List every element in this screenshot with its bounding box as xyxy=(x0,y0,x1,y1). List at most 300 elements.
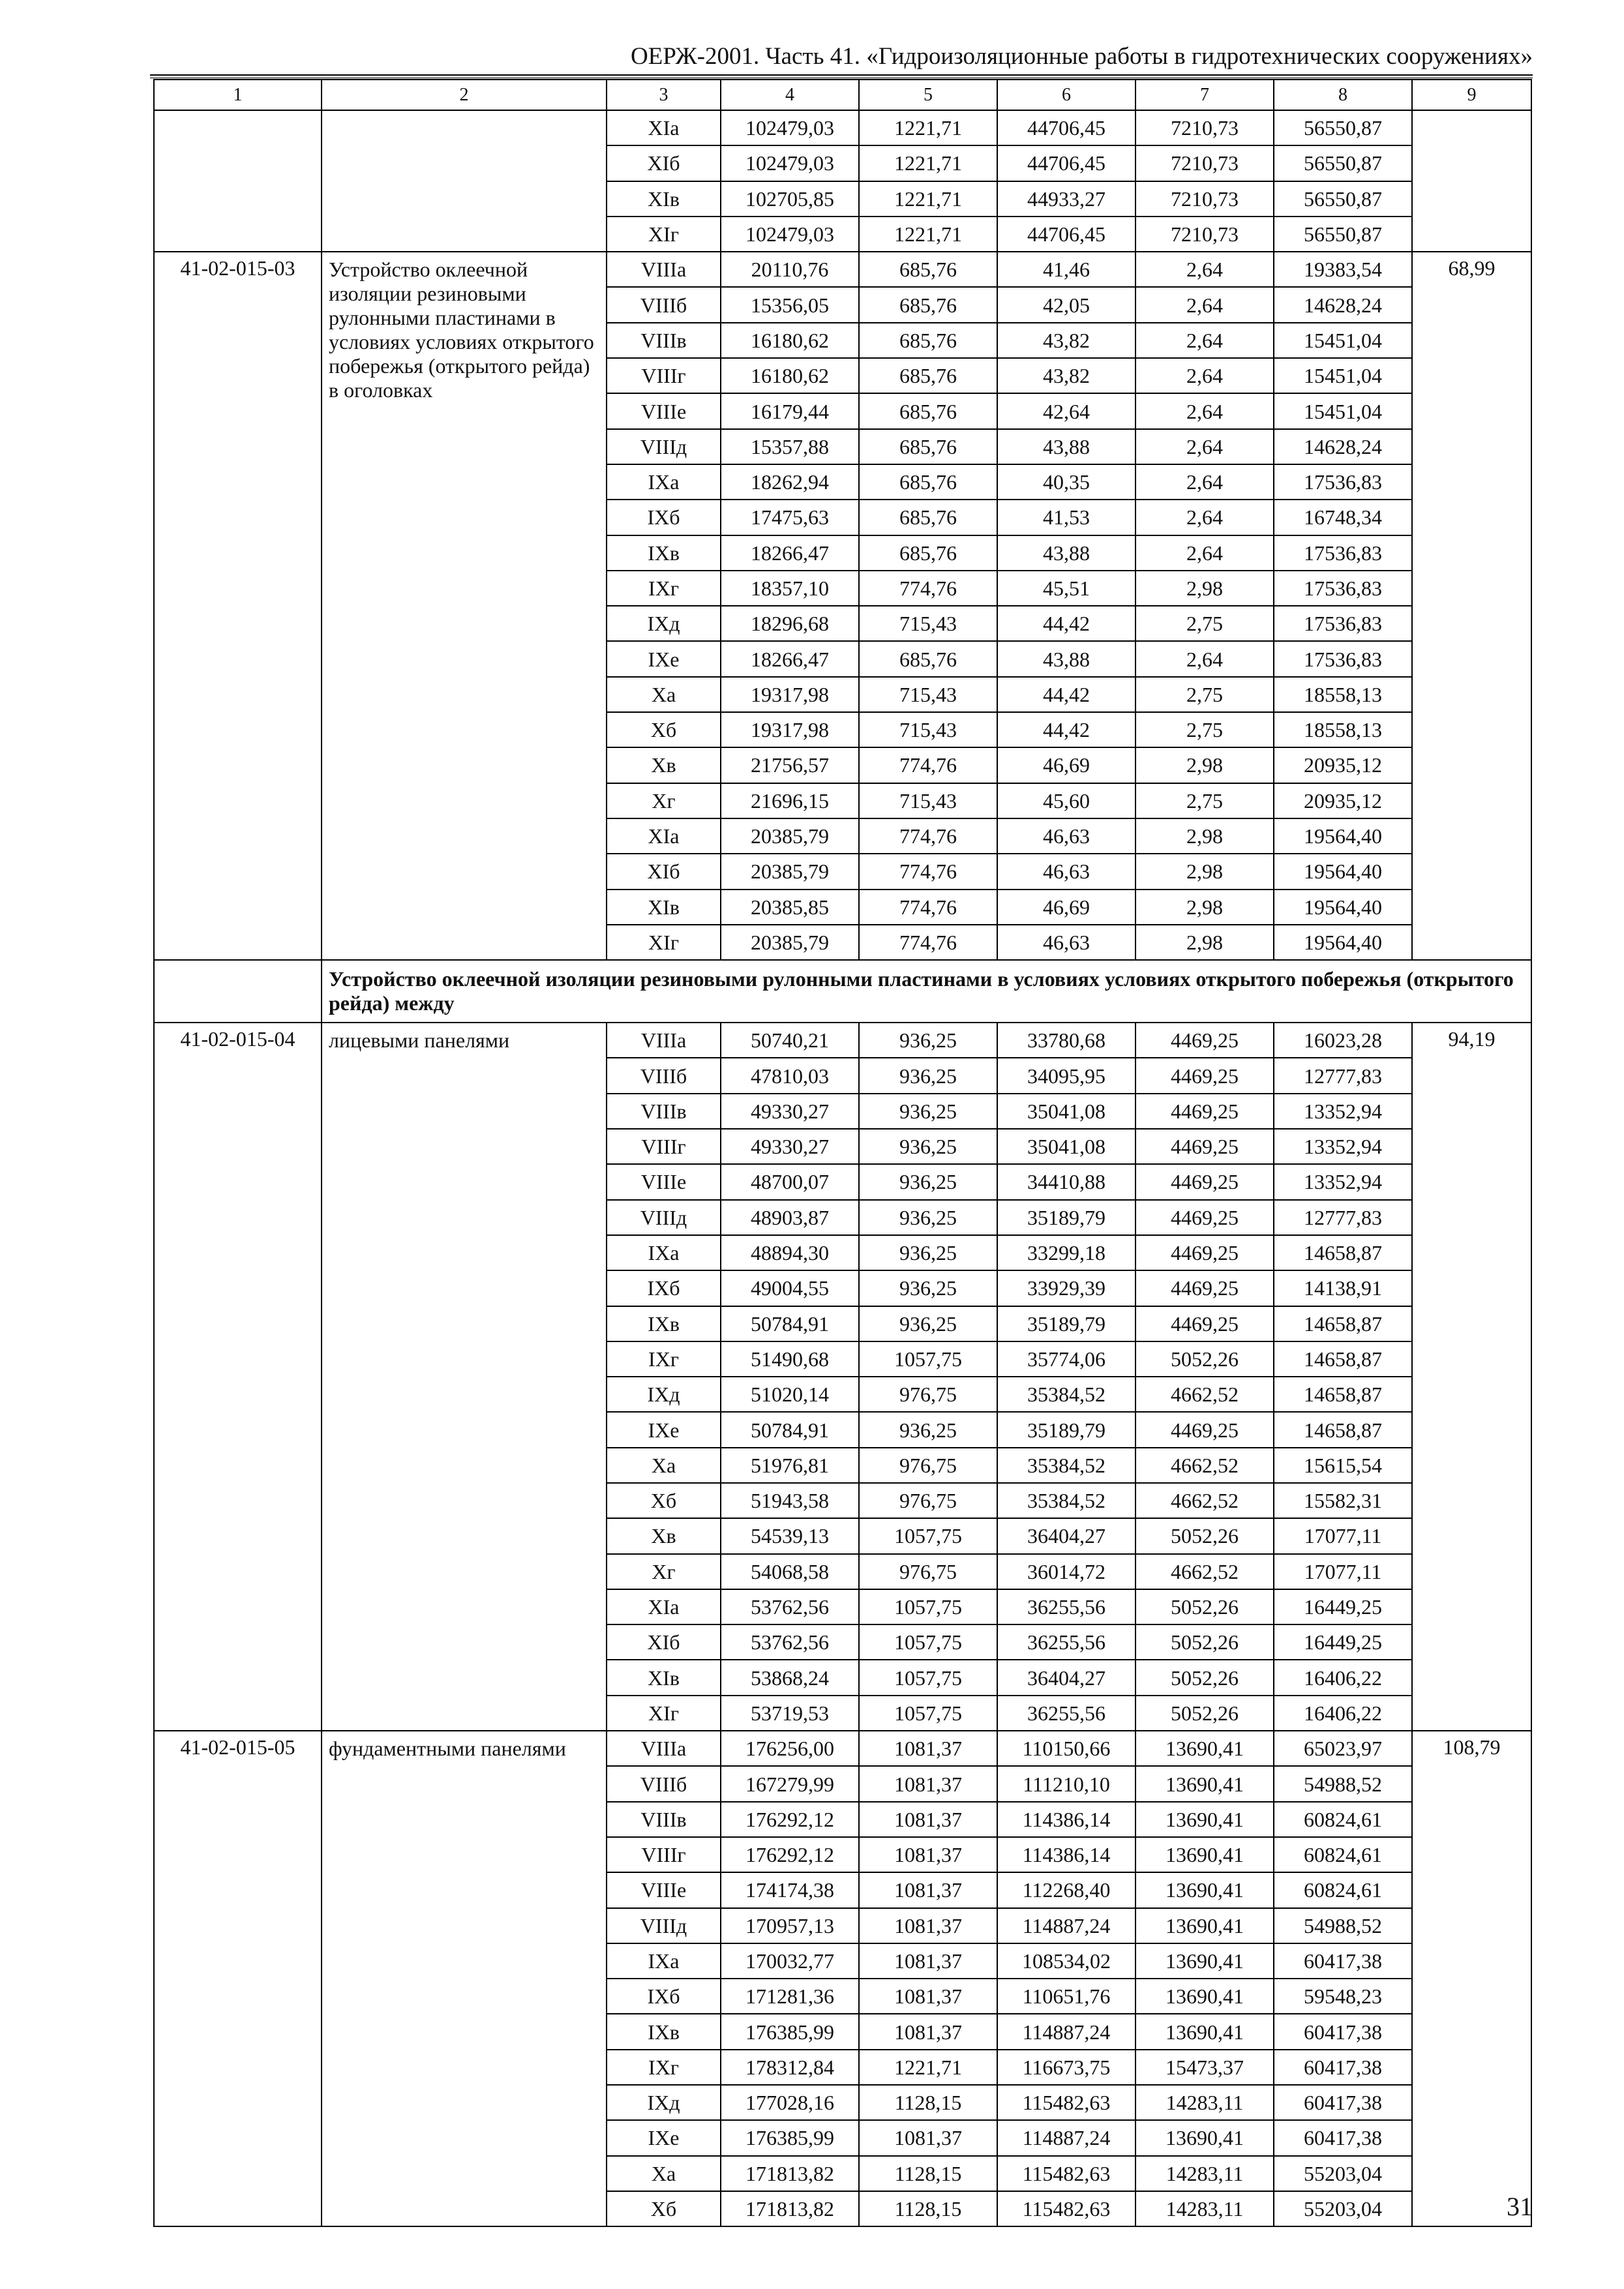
zone: Xа xyxy=(607,1448,721,1483)
machine-cost: 36014,72 xyxy=(997,1554,1135,1589)
materials-cost: 56550,87 xyxy=(1274,181,1412,217)
direct-cost: 18296,68 xyxy=(721,606,859,641)
zone: XIб xyxy=(607,145,721,181)
direct-cost: 102479,03 xyxy=(721,110,859,145)
labor-hours xyxy=(1412,110,1531,252)
zone: IXг xyxy=(607,571,721,606)
zone: IXб xyxy=(607,500,721,535)
labor-wages: 1128,15 xyxy=(859,2085,997,2120)
materials-cost: 14628,24 xyxy=(1274,429,1412,464)
machine-cost: 35041,08 xyxy=(997,1129,1135,1164)
machinist-wages: 4662,52 xyxy=(1135,1554,1274,1589)
machinist-wages: 4662,52 xyxy=(1135,1448,1274,1483)
column-number: 1 xyxy=(154,80,322,110)
machine-cost: 33780,68 xyxy=(997,1023,1135,1058)
labor-wages: 976,75 xyxy=(859,1554,997,1589)
machinist-wages: 4469,25 xyxy=(1135,1200,1274,1235)
machinist-wages: 7210,73 xyxy=(1135,110,1274,145)
machinist-wages: 14283,11 xyxy=(1135,2156,1274,2191)
zone: Xв xyxy=(607,1518,721,1553)
section-title-spacer xyxy=(154,960,322,1023)
materials-cost: 14658,87 xyxy=(1274,1341,1412,1377)
machine-cost: 114887,24 xyxy=(997,2014,1135,2049)
labor-wages: 1221,71 xyxy=(859,2050,997,2085)
zone: XIг xyxy=(607,1696,721,1731)
machine-cost: 46,63 xyxy=(997,818,1135,854)
direct-cost: 178312,84 xyxy=(721,2050,859,2085)
zone: Xв xyxy=(607,747,721,783)
labor-wages: 1128,15 xyxy=(859,2191,997,2226)
labor-wages: 774,76 xyxy=(859,890,997,925)
labor-wages: 936,25 xyxy=(859,1235,997,1270)
machine-cost: 110150,66 xyxy=(997,1731,1135,1766)
labor-wages: 1081,37 xyxy=(859,1908,997,1943)
machine-cost: 36255,56 xyxy=(997,1589,1135,1624)
work-description: фундаментными панелями xyxy=(322,1731,607,2226)
machinist-wages: 2,64 xyxy=(1135,393,1274,428)
machine-cost: 46,63 xyxy=(997,854,1135,889)
machinist-wages: 5052,26 xyxy=(1135,1589,1274,1624)
zone: IXд xyxy=(607,2085,721,2120)
labor-wages: 1057,75 xyxy=(859,1696,997,1731)
machine-cost: 35189,79 xyxy=(997,1200,1135,1235)
machinist-wages: 2,75 xyxy=(1135,712,1274,747)
machine-cost: 36404,27 xyxy=(997,1660,1135,1695)
materials-cost: 16449,25 xyxy=(1274,1624,1412,1660)
direct-cost: 19317,98 xyxy=(721,712,859,747)
machine-cost: 41,46 xyxy=(997,252,1135,287)
labor-wages: 936,25 xyxy=(859,1412,997,1447)
machinist-wages: 2,98 xyxy=(1135,854,1274,889)
direct-cost: 20385,79 xyxy=(721,854,859,889)
machinist-wages: 2,75 xyxy=(1135,606,1274,641)
machinist-wages: 13690,41 xyxy=(1135,2014,1274,2049)
materials-cost: 19564,40 xyxy=(1274,818,1412,854)
labor-wages: 715,43 xyxy=(859,677,997,712)
direct-cost: 102479,03 xyxy=(721,145,859,181)
machinist-wages: 7210,73 xyxy=(1135,217,1274,252)
materials-cost: 54988,52 xyxy=(1274,1908,1412,1943)
zone: VIIIв xyxy=(607,323,721,358)
machine-cost: 33299,18 xyxy=(997,1235,1135,1270)
materials-cost: 17536,83 xyxy=(1274,464,1412,500)
machinist-wages: 2,64 xyxy=(1135,287,1274,322)
machinist-wages: 2,98 xyxy=(1135,925,1274,960)
direct-cost: 50784,91 xyxy=(721,1306,859,1341)
zone: Xа xyxy=(607,677,721,712)
direct-cost: 48903,87 xyxy=(721,1200,859,1235)
materials-cost: 17536,83 xyxy=(1274,641,1412,676)
zone: IXе xyxy=(607,2120,721,2155)
labor-wages: 1081,37 xyxy=(859,2014,997,2049)
machinist-wages: 2,64 xyxy=(1135,429,1274,464)
materials-cost: 14658,87 xyxy=(1274,1412,1412,1447)
machine-cost: 34095,95 xyxy=(997,1058,1135,1093)
direct-cost: 176292,12 xyxy=(721,1802,859,1837)
labor-wages: 1081,37 xyxy=(859,1837,997,1872)
direct-cost: 16180,62 xyxy=(721,323,859,358)
machinist-wages: 13690,41 xyxy=(1135,1872,1274,1908)
direct-cost: 170032,77 xyxy=(721,1943,859,1979)
machine-cost: 35384,52 xyxy=(997,1483,1135,1518)
zone: Xб xyxy=(607,2191,721,2226)
direct-cost: 17475,63 xyxy=(721,500,859,535)
direct-cost: 53762,56 xyxy=(721,1624,859,1660)
labor-hours: 94,19 xyxy=(1412,1023,1531,1731)
machinist-wages: 13690,41 xyxy=(1135,1979,1274,2014)
machinist-wages: 7210,73 xyxy=(1135,145,1274,181)
machine-cost: 43,82 xyxy=(997,323,1135,358)
materials-cost: 13352,94 xyxy=(1274,1094,1412,1129)
direct-cost: 51943,58 xyxy=(721,1483,859,1518)
direct-cost: 20385,79 xyxy=(721,925,859,960)
direct-cost: 174174,38 xyxy=(721,1872,859,1908)
machinist-wages: 5052,26 xyxy=(1135,1660,1274,1695)
labor-wages: 774,76 xyxy=(859,571,997,606)
labor-wages: 685,76 xyxy=(859,393,997,428)
machine-cost: 44,42 xyxy=(997,606,1135,641)
materials-cost: 18558,13 xyxy=(1274,677,1412,712)
machinist-wages: 5052,26 xyxy=(1135,1696,1274,1731)
zone: VIIIб xyxy=(607,1766,721,1801)
materials-cost: 17077,11 xyxy=(1274,1518,1412,1553)
zone: IXб xyxy=(607,1979,721,2014)
rate-code: 41-02-015-04 xyxy=(154,1023,322,1731)
labor-wages: 976,75 xyxy=(859,1483,997,1518)
machine-cost: 45,60 xyxy=(997,783,1135,818)
zone: VIIIа xyxy=(607,1023,721,1058)
zone: Xг xyxy=(607,1554,721,1589)
machine-cost: 46,69 xyxy=(997,747,1135,783)
machine-cost: 114386,14 xyxy=(997,1802,1135,1837)
zone: IXд xyxy=(607,606,721,641)
materials-cost: 14658,87 xyxy=(1274,1235,1412,1270)
machine-cost: 33929,39 xyxy=(997,1270,1135,1306)
materials-cost: 16406,22 xyxy=(1274,1696,1412,1731)
materials-cost: 15582,31 xyxy=(1274,1483,1412,1518)
materials-cost: 56550,87 xyxy=(1274,217,1412,252)
direct-cost: 48894,30 xyxy=(721,1235,859,1270)
machinist-wages: 2,64 xyxy=(1135,464,1274,500)
machinist-wages: 14283,11 xyxy=(1135,2191,1274,2226)
zone: XIг xyxy=(607,925,721,960)
machine-cost: 115482,63 xyxy=(997,2085,1135,2120)
materials-cost: 60417,38 xyxy=(1274,2050,1412,2085)
labor-wages: 685,76 xyxy=(859,500,997,535)
zone: Xб xyxy=(607,712,721,747)
labor-wages: 685,76 xyxy=(859,641,997,676)
labor-wages: 774,76 xyxy=(859,925,997,960)
labor-wages: 1221,71 xyxy=(859,217,997,252)
materials-cost: 59548,23 xyxy=(1274,1979,1412,2014)
materials-cost: 60417,38 xyxy=(1274,1943,1412,1979)
machine-cost: 35384,52 xyxy=(997,1377,1135,1412)
materials-cost: 16406,22 xyxy=(1274,1660,1412,1695)
labor-wages: 936,25 xyxy=(859,1306,997,1341)
materials-cost: 15451,04 xyxy=(1274,393,1412,428)
table-row xyxy=(154,1731,1531,1766)
column-number-row xyxy=(154,80,1531,110)
materials-cost: 15615,54 xyxy=(1274,1448,1412,1483)
zone: IXг xyxy=(607,1341,721,1377)
zone: VIIIг xyxy=(607,1837,721,1872)
materials-cost: 16449,25 xyxy=(1274,1589,1412,1624)
materials-cost: 17536,83 xyxy=(1274,571,1412,606)
machinist-wages: 13690,41 xyxy=(1135,1766,1274,1801)
page-number: 31 xyxy=(1507,2192,1533,2221)
machinist-wages: 2,64 xyxy=(1135,358,1274,393)
labor-wages: 936,25 xyxy=(859,1023,997,1058)
zone: VIIIа xyxy=(607,1731,721,1766)
page-header: ОЕРЖ-2001. Часть 41. «Гидроизоляционные работы в гидротехнических сооружениях» xyxy=(630,43,1533,70)
materials-cost: 60824,61 xyxy=(1274,1837,1412,1872)
materials-cost: 16023,28 xyxy=(1274,1023,1412,1058)
materials-cost: 15451,04 xyxy=(1274,323,1412,358)
direct-cost: 49330,27 xyxy=(721,1129,859,1164)
zone: XIв xyxy=(607,890,721,925)
labor-wages: 685,76 xyxy=(859,429,997,464)
zone: VIIIе xyxy=(607,1872,721,1908)
labor-wages: 1057,75 xyxy=(859,1660,997,1695)
zone: VIIIе xyxy=(607,1164,721,1199)
labor-wages: 715,43 xyxy=(859,783,997,818)
zone: VIIIе xyxy=(607,393,721,428)
table-row xyxy=(154,1023,1531,1058)
zone: XIб xyxy=(607,854,721,889)
machine-cost: 44706,45 xyxy=(997,145,1135,181)
labor-wages: 1057,75 xyxy=(859,1589,997,1624)
zone: VIIIб xyxy=(607,287,721,322)
materials-cost: 19383,54 xyxy=(1274,252,1412,287)
machine-cost: 36255,56 xyxy=(997,1696,1135,1731)
machine-cost: 35189,79 xyxy=(997,1412,1135,1447)
machine-cost: 43,88 xyxy=(997,429,1135,464)
zone: VIIIб xyxy=(607,1058,721,1093)
direct-cost: 171813,82 xyxy=(721,2191,859,2226)
direct-cost: 176256,00 xyxy=(721,1731,859,1766)
direct-cost: 176385,99 xyxy=(721,2120,859,2155)
machine-cost: 35774,06 xyxy=(997,1341,1135,1377)
materials-cost: 56550,87 xyxy=(1274,110,1412,145)
table-row xyxy=(154,110,1531,145)
machinist-wages: 4469,25 xyxy=(1135,1094,1274,1129)
direct-cost: 16179,44 xyxy=(721,393,859,428)
materials-cost: 15451,04 xyxy=(1274,358,1412,393)
machine-cost: 44,42 xyxy=(997,712,1135,747)
labor-wages: 685,76 xyxy=(859,358,997,393)
labor-wages: 774,76 xyxy=(859,854,997,889)
zone: IXа xyxy=(607,1235,721,1270)
direct-cost: 53719,53 xyxy=(721,1696,859,1731)
labor-wages: 1081,37 xyxy=(859,1943,997,1979)
zone: IXе xyxy=(607,1412,721,1447)
labor-wages: 936,25 xyxy=(859,1129,997,1164)
labor-hours: 68,99 xyxy=(1412,252,1531,960)
header-rule xyxy=(150,74,1533,76)
direct-cost: 49330,27 xyxy=(721,1094,859,1129)
machinist-wages: 4469,25 xyxy=(1135,1058,1274,1093)
direct-cost: 53868,24 xyxy=(721,1660,859,1695)
labor-wages: 774,76 xyxy=(859,747,997,783)
labor-wages: 1081,37 xyxy=(859,1802,997,1837)
zone: VIIIв xyxy=(607,1094,721,1129)
labor-wages: 976,75 xyxy=(859,1377,997,1412)
materials-cost: 55203,04 xyxy=(1274,2156,1412,2191)
labor-wages: 1128,15 xyxy=(859,2156,997,2191)
machinist-wages: 13690,41 xyxy=(1135,1908,1274,1943)
materials-cost: 60417,38 xyxy=(1274,2120,1412,2155)
machinist-wages: 2,98 xyxy=(1135,818,1274,854)
table-body xyxy=(154,80,1531,2226)
direct-cost: 50740,21 xyxy=(721,1023,859,1058)
materials-cost: 55203,04 xyxy=(1274,2191,1412,2226)
column-number: 4 xyxy=(721,80,859,110)
direct-cost: 20385,79 xyxy=(721,818,859,854)
direct-cost: 51976,81 xyxy=(721,1448,859,1483)
machine-cost: 44706,45 xyxy=(997,110,1135,145)
zone: XIб xyxy=(607,1624,721,1660)
direct-cost: 51020,14 xyxy=(721,1377,859,1412)
column-number: 3 xyxy=(607,80,721,110)
machine-cost: 36255,56 xyxy=(997,1624,1135,1660)
machinist-wages: 2,64 xyxy=(1135,323,1274,358)
direct-cost: 21756,57 xyxy=(721,747,859,783)
zone: XIа xyxy=(607,110,721,145)
work-description: Устройство оклеечной изоляции резиновыми рулонными пластинами в условиях условиях открытого побережья (открытого рейда) в оголовках xyxy=(322,252,607,960)
labor-wages: 1221,71 xyxy=(859,181,997,217)
machinist-wages: 2,98 xyxy=(1135,571,1274,606)
machine-cost: 42,64 xyxy=(997,393,1135,428)
direct-cost: 19317,98 xyxy=(721,677,859,712)
direct-cost: 53762,56 xyxy=(721,1589,859,1624)
zone: Xб xyxy=(607,1483,721,1518)
labor-wages: 936,25 xyxy=(859,1164,997,1199)
direct-cost: 16180,62 xyxy=(721,358,859,393)
labor-wages: 1057,75 xyxy=(859,1518,997,1553)
machine-cost: 41,53 xyxy=(997,500,1135,535)
rate-code xyxy=(154,110,322,252)
zone: XIв xyxy=(607,181,721,217)
materials-cost: 13352,94 xyxy=(1274,1164,1412,1199)
materials-cost: 16748,34 xyxy=(1274,500,1412,535)
direct-cost: 18357,10 xyxy=(721,571,859,606)
direct-cost: 176292,12 xyxy=(721,1837,859,1872)
materials-cost: 17077,11 xyxy=(1274,1554,1412,1589)
labor-wages: 1081,37 xyxy=(859,1979,997,2014)
direct-cost: 48700,07 xyxy=(721,1164,859,1199)
labor-wages: 685,76 xyxy=(859,252,997,287)
materials-cost: 65023,97 xyxy=(1274,1731,1412,1766)
machinist-wages: 13690,41 xyxy=(1135,1802,1274,1837)
machine-cost: 42,05 xyxy=(997,287,1135,322)
materials-cost: 14138,91 xyxy=(1274,1270,1412,1306)
materials-cost: 60417,38 xyxy=(1274,2014,1412,2049)
zone: VIIIд xyxy=(607,1200,721,1235)
zone: IXг xyxy=(607,2050,721,2085)
zone: VIIIд xyxy=(607,429,721,464)
work-description xyxy=(322,110,607,252)
machinist-wages: 4469,25 xyxy=(1135,1306,1274,1341)
machine-cost: 116673,75 xyxy=(997,2050,1135,2085)
machine-cost: 115482,63 xyxy=(997,2191,1135,2226)
direct-cost: 18266,47 xyxy=(721,641,859,676)
machinist-wages: 5052,26 xyxy=(1135,1518,1274,1553)
machinist-wages: 2,64 xyxy=(1135,500,1274,535)
labor-hours: 108,79 xyxy=(1412,1731,1531,2226)
materials-cost: 17536,83 xyxy=(1274,606,1412,641)
zone: IXб xyxy=(607,1270,721,1306)
machine-cost: 35384,52 xyxy=(997,1448,1135,1483)
labor-wages: 715,43 xyxy=(859,606,997,641)
direct-cost: 54539,13 xyxy=(721,1518,859,1553)
column-number: 8 xyxy=(1274,80,1412,110)
zone: IXв xyxy=(607,1306,721,1341)
direct-cost: 47810,03 xyxy=(721,1058,859,1093)
labor-wages: 685,76 xyxy=(859,323,997,358)
labor-wages: 685,76 xyxy=(859,287,997,322)
machine-cost: 34410,88 xyxy=(997,1164,1135,1199)
materials-cost: 14658,87 xyxy=(1274,1306,1412,1341)
labor-wages: 1221,71 xyxy=(859,110,997,145)
zone: XIа xyxy=(607,818,721,854)
machine-cost: 44706,45 xyxy=(997,217,1135,252)
direct-cost: 177028,16 xyxy=(721,2085,859,2120)
materials-cost: 60824,61 xyxy=(1274,1872,1412,1908)
labor-wages: 936,25 xyxy=(859,1094,997,1129)
materials-cost: 14658,87 xyxy=(1274,1377,1412,1412)
machinist-wages: 7210,73 xyxy=(1135,181,1274,217)
zone: XIа xyxy=(607,1589,721,1624)
materials-cost: 12777,83 xyxy=(1274,1058,1412,1093)
machinist-wages: 14283,11 xyxy=(1135,2085,1274,2120)
machine-cost: 114386,14 xyxy=(997,1837,1135,1872)
machine-cost: 108534,02 xyxy=(997,1943,1135,1979)
machinist-wages: 2,98 xyxy=(1135,747,1274,783)
labor-wages: 1057,75 xyxy=(859,1624,997,1660)
machine-cost: 44,42 xyxy=(997,677,1135,712)
direct-cost: 170957,13 xyxy=(721,1908,859,1943)
section-title-row xyxy=(154,960,1531,1023)
zone: IXа xyxy=(607,1943,721,1979)
machinist-wages: 4469,25 xyxy=(1135,1164,1274,1199)
direct-cost: 49004,55 xyxy=(721,1270,859,1306)
materials-cost: 14628,24 xyxy=(1274,287,1412,322)
labor-wages: 685,76 xyxy=(859,535,997,571)
direct-cost: 50784,91 xyxy=(721,1412,859,1447)
zone: Xг xyxy=(607,783,721,818)
labor-wages: 1221,71 xyxy=(859,145,997,181)
machinist-wages: 13690,41 xyxy=(1135,1837,1274,1872)
machinist-wages: 4469,25 xyxy=(1135,1270,1274,1306)
machine-cost: 40,35 xyxy=(997,464,1135,500)
machinist-wages: 2,98 xyxy=(1135,890,1274,925)
zone: VIIIа xyxy=(607,252,721,287)
direct-cost: 15357,88 xyxy=(721,429,859,464)
machinist-wages: 13690,41 xyxy=(1135,2120,1274,2155)
labor-wages: 715,43 xyxy=(859,712,997,747)
labor-wages: 936,25 xyxy=(859,1270,997,1306)
direct-cost: 20385,85 xyxy=(721,890,859,925)
direct-cost: 20110,76 xyxy=(721,252,859,287)
materials-cost: 12777,83 xyxy=(1274,1200,1412,1235)
machinist-wages: 4662,52 xyxy=(1135,1483,1274,1518)
machinist-wages: 5052,26 xyxy=(1135,1341,1274,1377)
machine-cost: 35189,79 xyxy=(997,1306,1135,1341)
machinist-wages: 2,64 xyxy=(1135,641,1274,676)
materials-cost: 17536,83 xyxy=(1274,535,1412,571)
zone: XIг xyxy=(607,217,721,252)
machine-cost: 111210,10 xyxy=(997,1766,1135,1801)
